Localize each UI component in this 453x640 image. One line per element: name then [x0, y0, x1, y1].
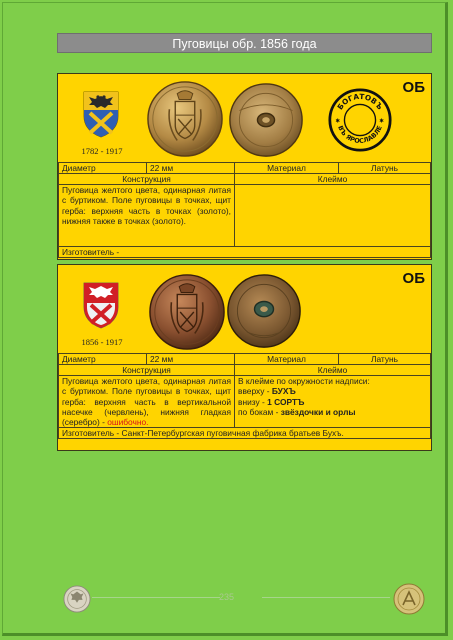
button-back-image [228, 82, 304, 158]
description-text: Пуговица желтого цвета, одинарная литая с буртиком. Поле пуговицы в точках, щит герба: верхняя часть в точках (золото), нижняя также в точках (золото). [62, 185, 231, 226]
category-code: ОБ [402, 270, 425, 287]
button-card-1 [57, 73, 432, 260]
category-code: ОБ [402, 79, 425, 96]
coat-of-arms-icon [81, 90, 121, 138]
maker-row [59, 247, 431, 258]
mark-value: БУХЪ [271, 386, 296, 397]
svg-text:✱: ✱ [379, 118, 384, 125]
material-value: Латунь [339, 354, 431, 365]
mark-line-bottom [238, 397, 427, 407]
mark-prefix: вверху - [238, 386, 272, 397]
diameter-label: Диаметр [59, 163, 147, 174]
description-row [59, 185, 431, 247]
years-label: 1782 - 1917 [81, 146, 123, 156]
svg-text:ВЪ ЯРОСЛАВЛЕ: ВЪ ЯРОСЛАВЛЕ [336, 124, 384, 145]
construction-description [59, 376, 235, 428]
mark-header: Клеймо [235, 174, 431, 185]
construction-header: Конструкция [59, 174, 235, 185]
maker-text: Изготовитель - [59, 247, 431, 258]
mark-intro: В клейме по окружности надписи: [238, 376, 370, 386]
construction-description [59, 185, 235, 247]
svg-text:✱: ✱ [335, 118, 340, 125]
diameter-value: 22 мм [147, 354, 235, 365]
section-headers-row [59, 174, 431, 185]
construction-header: Конструкция [59, 365, 235, 376]
mark-description [235, 376, 431, 428]
mark-prefix: по бокам - [238, 406, 281, 417]
button-card-2 [57, 264, 432, 451]
footer-right-coin-icon [393, 583, 425, 615]
maker-row [59, 428, 431, 439]
button-front-image [146, 80, 224, 158]
years-label: 1856 - 1917 [81, 337, 123, 347]
coat-of-arms-icon [81, 281, 121, 329]
description-row [59, 376, 431, 428]
page-number: 235 [218, 592, 235, 602]
button-info-table [58, 353, 431, 439]
material-value: Латунь [339, 163, 431, 174]
maker-stamp-image [328, 88, 392, 152]
material-label: Материал [235, 163, 339, 174]
page-title: Пуговицы обр. 1856 года [57, 33, 432, 53]
button-front-image [148, 273, 226, 351]
mark-value: звёздочки и орлы [280, 406, 356, 417]
mark-value: 1 СОРТЪ [267, 396, 305, 407]
button-info-table [58, 162, 431, 258]
button-back-image [226, 273, 302, 349]
card-images [58, 265, 431, 353]
maker-text: Изготовитель - Санкт-Петербургская пуговичная фабрика братьев Бухъ. [59, 428, 431, 439]
params-row [59, 163, 431, 174]
params-row [59, 354, 431, 365]
card-images [58, 74, 431, 162]
mark-line-sides [238, 407, 427, 417]
section-headers-row [59, 365, 431, 376]
mark-line-top [238, 386, 427, 396]
mark-description [235, 185, 431, 247]
svg-text:БОГАТОВЪ: БОГАТОВЪ [335, 91, 385, 112]
error-note: ошибочно. [107, 417, 149, 428]
mark-header: Клеймо [235, 365, 431, 376]
diameter-value: 22 мм [147, 163, 235, 174]
material-label: Материал [235, 354, 339, 365]
description-text: Пуговица желтого цвета, одинарная литая с буртиком. Поле пуговицы в точках, щит герба: верхняя часть в вертикальной насечке (червлень), нижняя гладкая (серебро) - [62, 376, 231, 428]
diameter-label: Диаметр [59, 354, 147, 365]
mark-prefix: внизу - [238, 396, 268, 407]
